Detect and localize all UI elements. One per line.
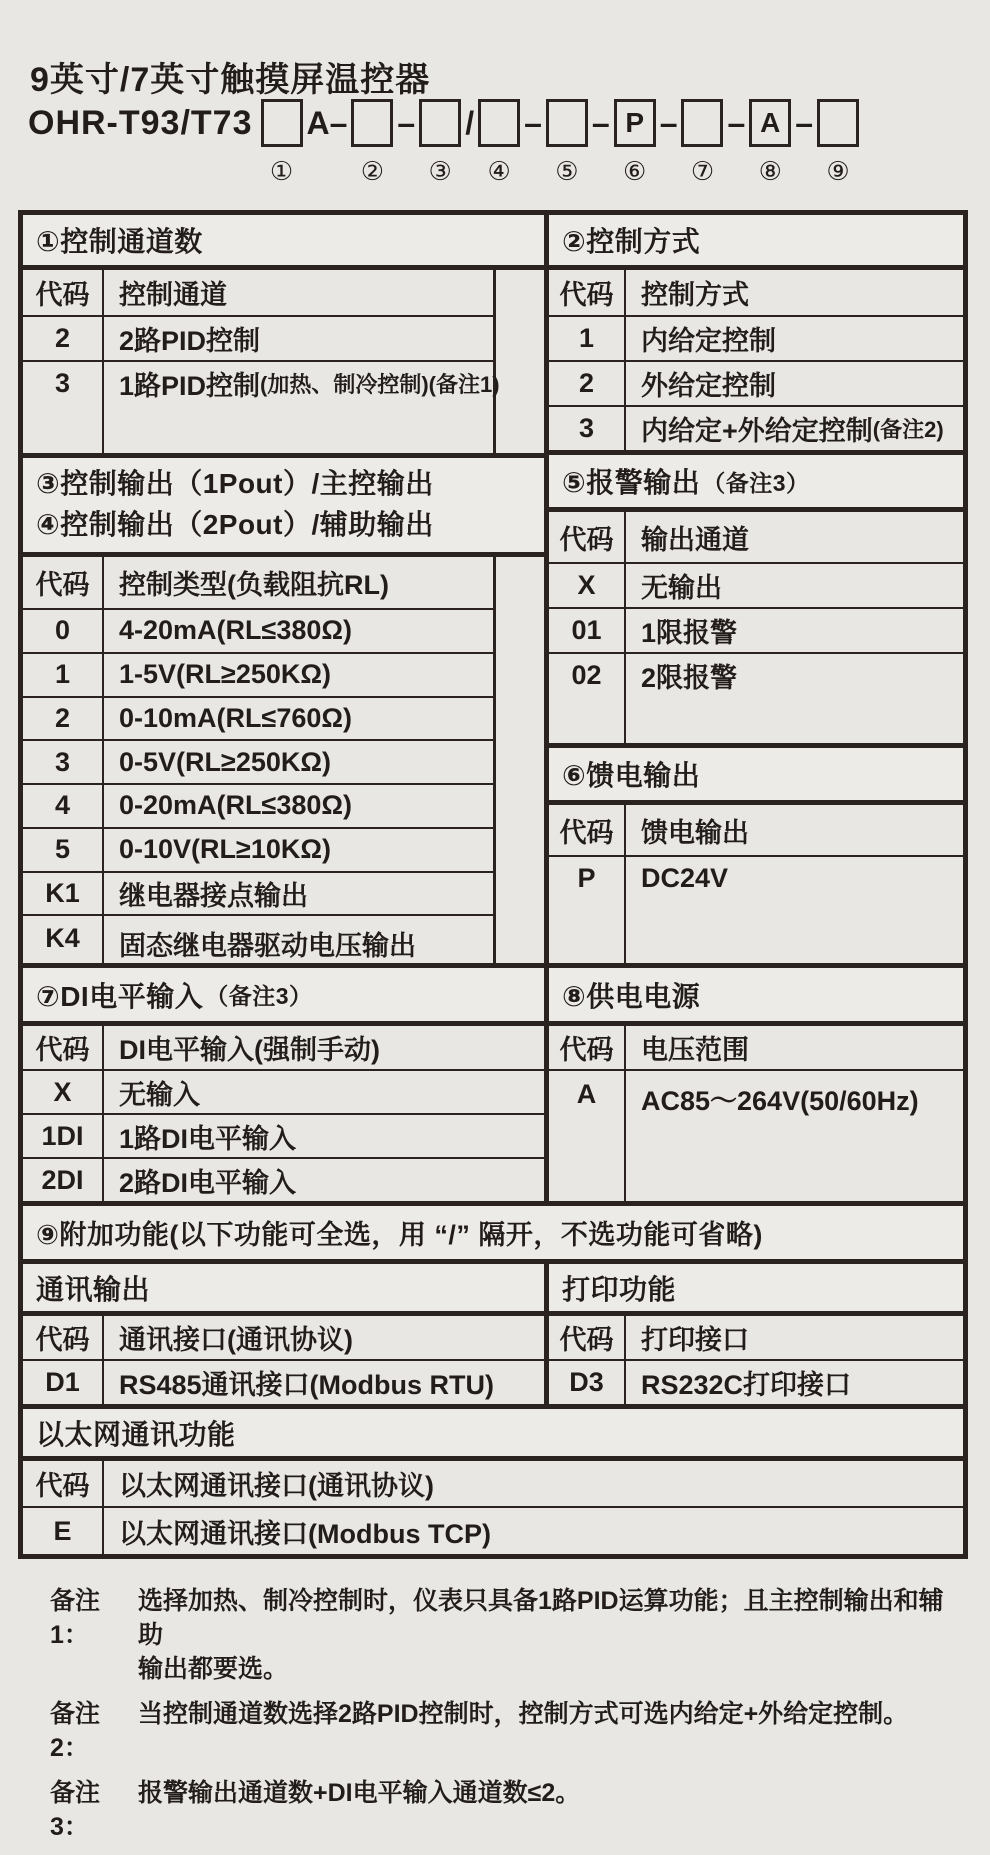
circle-9: ⑨: [826, 155, 850, 186]
circle-5: ⑤: [555, 155, 579, 186]
table-header-row: 代码 控制类型(负载阻抗RL): [23, 557, 493, 608]
code-box-3: [419, 99, 461, 147]
section-comm: [23, 1264, 549, 1404]
circle-1: ①: [269, 155, 294, 186]
table-row: X 无输出: [549, 562, 963, 607]
model-box-3: [419, 96, 461, 188]
band-comm-print: [23, 1264, 963, 1404]
footnote-2: 备注2： 当控制通道数选择2路PID控制时，控制方式可选内给定+外给定控制。: [50, 1700, 909, 1762]
model-box-5: [546, 96, 588, 188]
comm-table: [23, 1316, 544, 1404]
table-row: K1 继电器接点输出: [23, 871, 493, 915]
table-row: E 以太网通讯接口(Modbus TCP): [23, 1506, 963, 1554]
table-row: 3 1路PID控制 (加热、制冷控制)(备注1): [23, 360, 493, 405]
section-8: [549, 968, 963, 1201]
separator: –: [397, 104, 416, 141]
model-code-line: [28, 96, 859, 188]
table-header-row: 代码 馈电输出: [549, 805, 963, 855]
code-box-2: [351, 99, 393, 147]
separator: –: [795, 104, 814, 141]
footnote-1: 备注1： 选择加热、制冷控制时，仪表只具备1路PID运算功能；且主控制输出和辅助 输出都要选。: [50, 1587, 944, 1683]
ordering-code-table: [18, 210, 968, 1559]
section-5-table: [549, 512, 963, 743]
table-header-row: 代码 打印接口: [549, 1316, 963, 1359]
table-header-row: 代码 控制方式: [549, 270, 963, 315]
section-1-table: [23, 270, 500, 453]
circle-8: ⑧: [758, 155, 782, 186]
table-row: X 无输入: [23, 1069, 544, 1113]
table-row: 2 2路PID控制: [23, 315, 493, 360]
circle-3: ③: [428, 155, 452, 186]
table-row: 01 1限报警: [549, 607, 963, 652]
filler-row: [549, 697, 963, 743]
table-row: 2DI 2路DI电平输入: [23, 1157, 544, 1201]
model-box-2: [351, 96, 393, 188]
separator: –: [727, 104, 746, 141]
circle-2: ②: [360, 155, 385, 186]
model-box-4: [478, 96, 520, 188]
section-7-title: ⑦DI电平输入 （备注3）: [23, 968, 544, 1021]
section-ethernet: [23, 1409, 963, 1554]
model-box-7: [681, 96, 723, 188]
code-box-4: [478, 99, 520, 147]
section-8-table: [549, 1026, 963, 1201]
separator: A–: [306, 104, 348, 141]
footnotes: [50, 1584, 950, 1855]
section-7: [23, 968, 549, 1201]
model-box-9: [817, 96, 859, 188]
table-row: A AC85～264V(50/60Hz): [549, 1069, 963, 1201]
footnote-3: 备注3： 报警输出通道数+DI电平输入通道数≤2。: [50, 1779, 581, 1841]
upper-band: [23, 215, 963, 963]
comm-title: 通讯输出: [23, 1264, 544, 1311]
section-print: [549, 1264, 963, 1404]
table-row: P DC24V: [549, 855, 963, 900]
upper-left-column: [23, 215, 549, 963]
table-header-row: 代码 输出通道: [549, 512, 963, 562]
table-row: 5 0-10V(RL≥10KΩ): [23, 827, 493, 871]
table-row: D3 RS232C打印接口: [549, 1359, 963, 1404]
section-34-title: ③控制输出（1Pout）/主控输出 ④控制输出（2Pout）/辅助输出: [23, 458, 544, 552]
section-7-table: [23, 1026, 544, 1201]
table-row: 1 内给定控制: [549, 315, 963, 360]
code-box-5: [546, 99, 588, 147]
separator: –: [524, 104, 542, 141]
circle-4: ④: [487, 155, 511, 186]
table-header-row: 代码 电压范围: [549, 1026, 963, 1069]
print-title: 打印功能: [549, 1264, 963, 1311]
table-row: K4 固态继电器驱动电压输出: [23, 914, 493, 963]
table-row: 02 2限报警: [549, 652, 963, 697]
table-row: 0 4-20mA(RL≤380Ω): [23, 608, 493, 652]
section-34-table: [23, 557, 496, 963]
ethernet-title: 以太网通讯功能: [23, 1409, 963, 1456]
code-box-1: [261, 99, 303, 147]
section-2-title: ②控制方式: [549, 215, 963, 265]
section-2-table: [549, 270, 963, 450]
table-row: 3 内给定+外给定控制 (备注2): [549, 405, 963, 450]
table-header-row: 代码 以太网通讯接口(通讯协议): [23, 1461, 963, 1506]
table-row: 2 外给定控制: [549, 360, 963, 405]
section-8-title: ⑧供电电源: [549, 968, 963, 1021]
model-box-1: [261, 96, 303, 188]
section-6-title: ⑥馈电输出: [549, 748, 963, 800]
code-box-9: [817, 99, 859, 147]
model-box-8: [749, 96, 791, 188]
separator: –: [591, 104, 610, 141]
section-1-title: ①控制通道数: [23, 215, 544, 265]
table-row: 2 0-10mA(RL≤760Ω): [23, 696, 493, 740]
table-row: 4 0-20mA(RL≤380Ω): [23, 783, 493, 827]
circle-6: ⑥: [623, 155, 647, 186]
table-header-row: 代码 通讯接口(通讯协议): [23, 1316, 544, 1359]
model-box-6: [614, 96, 656, 188]
filler-row: [549, 900, 963, 963]
table-row: 3 0-5V(RL≥250KΩ): [23, 739, 493, 783]
separator: /: [465, 104, 475, 141]
section-5-title: ⑤报警输出 （备注3）: [549, 455, 963, 507]
page-title: 9英寸/7英寸触摸屏温控器: [30, 61, 431, 99]
model-prefix: OHR-T93/T73: [28, 103, 253, 142]
circle-7: ⑦: [690, 155, 715, 186]
table-row: 1 1-5V(RL≥250KΩ): [23, 652, 493, 696]
section-6-table: [549, 805, 963, 963]
table-row: 1DI 1路DI电平输入: [23, 1113, 544, 1157]
band-7-8: [23, 968, 963, 1201]
code-box-7: [681, 99, 723, 147]
table-header-row: 代码 DI电平输入(强制手动): [23, 1026, 544, 1069]
filler-row: [23, 405, 493, 453]
code-box-8: A: [749, 99, 791, 147]
code-box-6: P: [614, 99, 656, 147]
ethernet-table: [23, 1461, 963, 1554]
table-row: D1 RS485通讯接口(Modbus RTU): [23, 1359, 544, 1404]
section-9-title: ⑨附加功能(以下功能可全选，用 “/” 隔开，不选功能可省略): [23, 1206, 963, 1259]
table-header-row: 代码 控制通道: [23, 270, 493, 315]
model-prefix-unit: [28, 96, 261, 188]
separator: –: [659, 104, 678, 141]
upper-right-column: [549, 215, 963, 963]
print-table: [549, 1316, 963, 1404]
